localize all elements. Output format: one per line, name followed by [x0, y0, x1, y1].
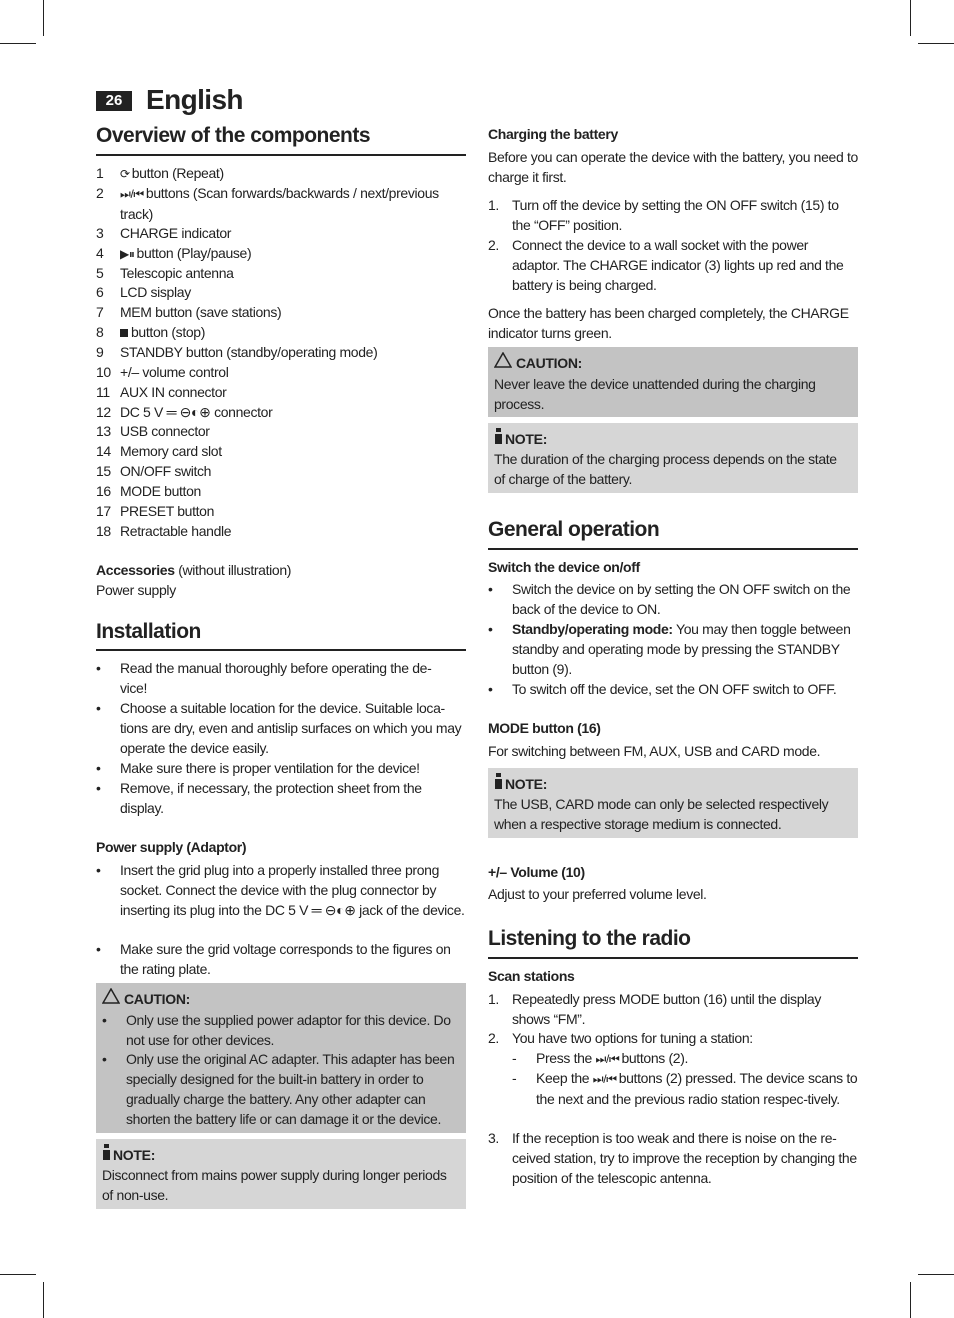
- crop-mark: [43, 0, 44, 36]
- note-text: The USB, CARD mode can only be selected respectively when a respective storage medium is connected.: [494, 796, 829, 832]
- component-number: 13: [96, 423, 111, 440]
- skip-icon: ⏭/⏮: [595, 1052, 620, 1066]
- crop-mark: [918, 43, 954, 44]
- volume-heading: +/– Volume (10): [488, 864, 585, 880]
- note-box: [488, 768, 858, 838]
- mode-text: For switching between FM, AUX, USB and CARD mode.: [488, 743, 821, 759]
- component-label: MODE button: [120, 482, 201, 499]
- component-label: AUX IN connector: [120, 383, 227, 400]
- accessories-label: Accessories: [96, 562, 175, 578]
- charging-after: Once the battery has been charged completely, the CHARGE indicator turns green.: [488, 305, 849, 341]
- component-label: DC 5 V ═ ⊖◐⊕ connector: [120, 403, 273, 420]
- component-number: 9: [96, 343, 104, 360]
- caution-title: CAUTION:: [102, 988, 190, 1009]
- component-number: 7: [96, 304, 104, 321]
- standby-label: Standby/operating mode:: [512, 621, 673, 637]
- info-icon: [102, 1144, 111, 1166]
- warning-icon: [102, 988, 120, 1009]
- scan-heading: Scan stations: [488, 968, 575, 984]
- note-box: [96, 1139, 466, 1209]
- charging-intro: Before you can operate the device with the battery, you need to charge it first.: [488, 149, 858, 185]
- switch-heading: Switch the device on/off: [488, 559, 640, 575]
- heading-rule: [488, 548, 858, 550]
- volume-text: Adjust to your preferred volume level.: [488, 886, 707, 902]
- note-box: [488, 423, 858, 493]
- skip-icon: ⏭/⏮: [592, 1072, 617, 1086]
- repeat-icon: ⟳: [120, 167, 130, 181]
- component-label: button (Play/pause): [136, 244, 252, 261]
- component-number: 1: [96, 165, 104, 181]
- component-number: 18: [96, 522, 111, 539]
- component-number: 6: [96, 284, 104, 301]
- crop-mark: [918, 1274, 954, 1275]
- note-text: Disconnect from mains power supply during longer periods of non-use.: [102, 1167, 447, 1203]
- info-icon: [494, 428, 503, 450]
- page-number: 26: [96, 91, 132, 111]
- installation-heading: Installation: [96, 620, 201, 643]
- component-label: STANDBY button (standby/operating mode): [120, 343, 378, 360]
- component-label: CHARGE indicator: [120, 224, 232, 241]
- note-text: The duration of the charging process depends on the state of charge of the battery.: [494, 451, 837, 487]
- caution-box: CAUTION: • Only use the supplied power adaptor for this device. Do not use for other devices. • Only use the original AC adapter. This adapter has been specially designed for the built-in battery in order to gradually charge the battery. Any other adapter can shorten the battery life or can damage it or the device.: [96, 983, 466, 1133]
- general-operation-heading: General operation: [488, 518, 660, 541]
- component-label: LCD sisplay: [120, 284, 191, 301]
- info-icon: [494, 773, 503, 795]
- play-pause-icon: ▶⏸: [120, 246, 135, 261]
- component-label: MEM button (save stations): [120, 304, 282, 321]
- crop-mark: [910, 1282, 911, 1318]
- heading-rule: [488, 957, 858, 959]
- page-title: English: [146, 84, 243, 115]
- component-label: button (stop): [131, 324, 206, 341]
- component-number: 11: [96, 383, 110, 400]
- component-label: Memory card slot: [120, 443, 222, 460]
- skip-icon: ⏭/⏮: [120, 186, 144, 201]
- note-title: NOTE:: [102, 1144, 155, 1166]
- heading-rule: [96, 154, 466, 156]
- caution-text: Never leave the device unattended during the charging process.: [494, 376, 816, 412]
- caution-title: CAUTION:: [494, 352, 582, 373]
- component-label: Telescopic antenna: [120, 264, 234, 281]
- component-number: 14: [96, 443, 111, 460]
- note-title: NOTE:: [494, 773, 547, 795]
- component-label: +/– volume control: [120, 363, 229, 380]
- component-number: 17: [96, 502, 111, 519]
- heading-rule: [96, 649, 466, 651]
- crop-mark: [43, 1282, 44, 1318]
- warning-icon: [494, 352, 512, 373]
- crop-mark: [910, 0, 911, 36]
- overview-heading: Overview of the components: [96, 124, 371, 147]
- component-number: 2: [96, 184, 104, 201]
- component-number: 16: [96, 482, 111, 499]
- stop-icon: [120, 329, 128, 337]
- component-label: ON/OFF switch: [120, 463, 212, 480]
- charging-heading: Charging the battery: [488, 126, 618, 142]
- component-number: 12: [96, 403, 111, 420]
- component-number: 15: [96, 463, 111, 480]
- component-number: 4: [96, 244, 104, 261]
- power-supply-heading: Power supply (Adaptor): [96, 839, 247, 855]
- crop-mark: [0, 1274, 36, 1275]
- crop-mark: [0, 43, 36, 44]
- component-label: USB connector: [120, 423, 210, 440]
- accessories-item: Power supply: [96, 582, 176, 598]
- mode-heading: MODE button (16): [488, 720, 601, 736]
- component-label: Retractable handle: [120, 522, 232, 539]
- component-number: 3: [96, 224, 104, 241]
- component-label: button (Repeat): [131, 165, 224, 181]
- radio-heading: Listening to the radio: [488, 927, 691, 950]
- caution-box: [488, 347, 858, 417]
- component-label: PRESET button: [120, 502, 215, 519]
- component-number: 10: [96, 363, 111, 380]
- accessories-line: [96, 560, 466, 580]
- accessories-note: (without illustration): [178, 562, 292, 578]
- component-label: buttons (Scan forwards/backwards / next/previous track): [120, 184, 439, 222]
- component-number: 5: [96, 264, 104, 281]
- note-title: NOTE:: [494, 428, 547, 450]
- component-number: 8: [96, 324, 104, 341]
